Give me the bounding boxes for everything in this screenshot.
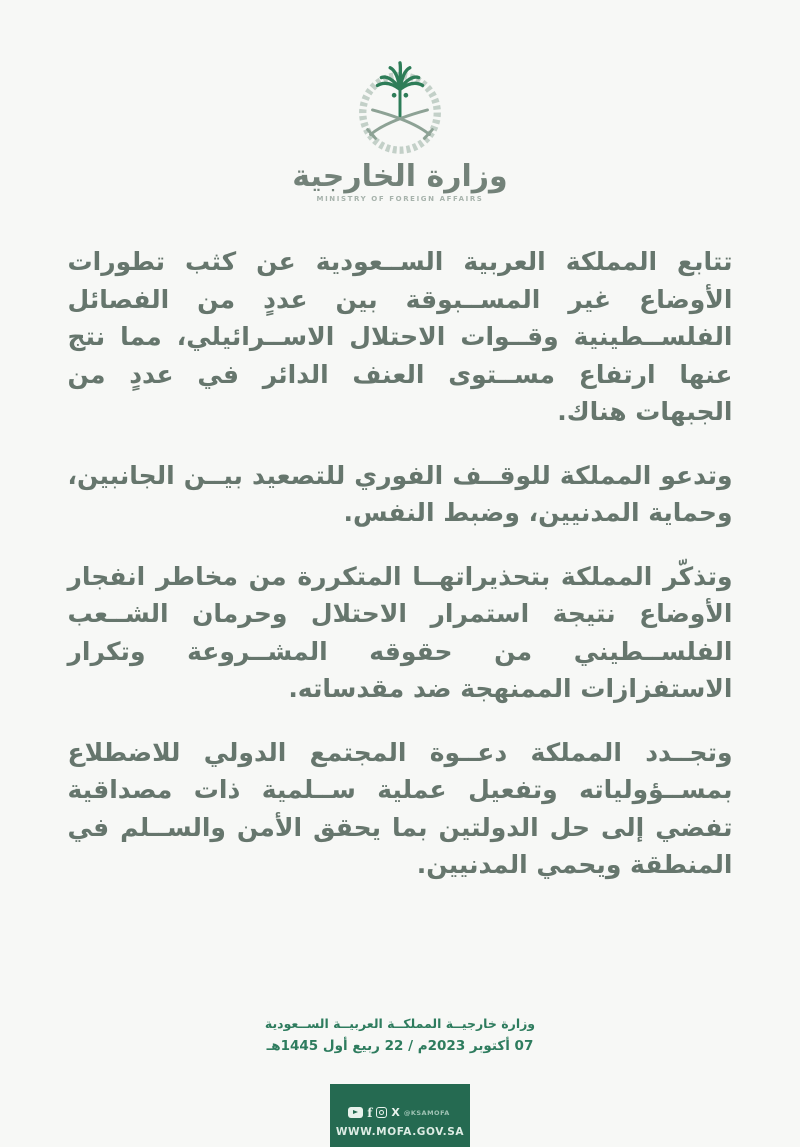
social-icons-row [330, 1106, 470, 1120]
social-media-box [330, 1084, 470, 1147]
statement-paragraph-1: تتابع المملكة العربية الســعودية عن كثب تطورات الأوضاع غير المســبوقة بين عددٍ من الفصائل الفلســطينية وقــوات الاحتلال الاســرائيلي، مما نتج عنها ارتفاع مســتوى العنف الدائر في عددٍ من الجبهات هناك. [67, 247, 733, 426]
statement-paragraph-3: وتذكّر المملكة بتحذيراتهــا المتكررة من مخاطر انفجار الأوضاع نتيجة استمرار الاحتلال وحرمان الشــعب الفلســطيني من حقوقه المشــروعة وتكرار الاستفزازات الممنهجة ضد مقدساته. [67, 561, 733, 703]
ministry-name-calligraphy: وزارة الخارجية [292, 159, 508, 194]
social-handle: @KSAMOFA [403, 1108, 450, 1117]
facebook-icon: f [367, 1105, 373, 1120]
footer-ministry-name: وزارة خارجيــة المملكــة العربيــة الســعودية [264, 1015, 536, 1031]
ministry-logo [292, 56, 507, 203]
statement-body [68, 243, 733, 910]
youtube-icon [348, 1107, 363, 1118]
website-url: WWW.MOFA.GOV.SA [335, 1125, 465, 1138]
statement-paragraph-4: وتجــدد المملكة دعــوة المجتمع الدولي للاضطلاع بمســؤولياته وتفعيل عملية ســلمية ذات مصداقية تفضي إلى حل الدولتين بما يحقق الأمن والســلم في المنطقة ويحمي المدنيين. [67, 737, 733, 879]
footer-date: 07 أكتوبر 2023م / 22 ربيع أول 1445هـ [266, 1037, 534, 1054]
statement-footer [265, 1016, 535, 1054]
x-icon: X [391, 1106, 400, 1119]
instagram-icon [376, 1107, 387, 1118]
palm-and-crossed-swords-emblem-icon [341, 56, 459, 158]
statement-paragraph-2: وتدعو المملكة للوقــف الفوري للتصعيد بيــن الجانبين، وحماية المدنيين، وضبط النفس. [67, 460, 733, 527]
ministry-name-english: MINISTRY OF FOREIGN AFFAIRS [316, 195, 484, 203]
